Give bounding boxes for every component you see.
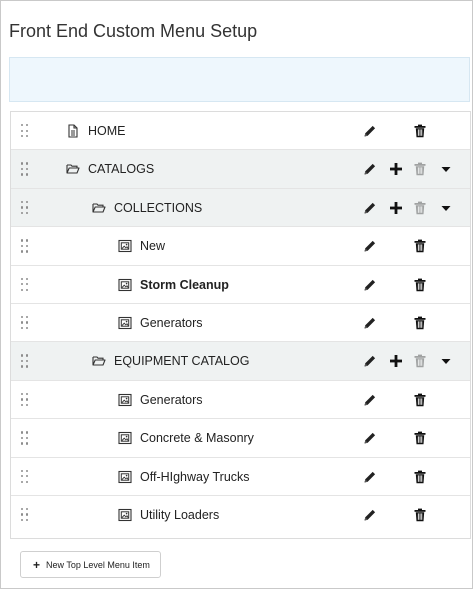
drag-handle-icon[interactable] bbox=[21, 201, 29, 215]
menu-item-label: Generators bbox=[140, 392, 203, 407]
delete-trash-icon[interactable] bbox=[412, 238, 428, 254]
menu-item-label: Generators bbox=[140, 315, 203, 330]
menu-row-catalogs bbox=[11, 150, 470, 188]
delete-trash-icon[interactable] bbox=[412, 430, 428, 446]
menu-row-storm-cleanup bbox=[11, 266, 470, 304]
folder-open-icon bbox=[92, 354, 106, 368]
folder-open-icon bbox=[92, 201, 106, 215]
new-top-level-menu-item-button[interactable] bbox=[20, 551, 161, 578]
edit-pencil-icon[interactable] bbox=[362, 392, 378, 408]
menu-row-equipment-catalog bbox=[11, 342, 470, 380]
menu-item-label: New bbox=[140, 239, 166, 254]
drag-handle-icon[interactable] bbox=[21, 431, 29, 445]
menu-item-label: CATALOGS bbox=[88, 162, 155, 177]
drag-handle-icon[interactable] bbox=[21, 278, 29, 292]
edit-pencil-icon[interactable] bbox=[362, 507, 378, 523]
delete-trash-icon[interactable] bbox=[412, 123, 428, 139]
menu-row-new bbox=[11, 227, 470, 265]
menu-item-label: Utility Loaders bbox=[140, 507, 220, 522]
drag-handle-icon[interactable] bbox=[21, 162, 29, 176]
menu-item-label: COLLECTIONS bbox=[114, 200, 203, 215]
delete-trash-icon[interactable] bbox=[412, 469, 428, 485]
delete-trash-icon[interactable] bbox=[412, 507, 428, 523]
image-frame-icon bbox=[118, 508, 132, 522]
edit-pencil-icon[interactable] bbox=[362, 277, 378, 293]
menu-row-generators bbox=[11, 381, 470, 419]
menu-row-collections bbox=[11, 189, 470, 227]
edit-pencil-icon[interactable] bbox=[362, 161, 378, 177]
info-banner bbox=[9, 57, 470, 102]
image-frame-icon bbox=[118, 278, 132, 292]
delete-trash-icon bbox=[412, 353, 428, 369]
drag-handle-icon[interactable] bbox=[21, 470, 29, 484]
image-frame-icon bbox=[118, 393, 132, 407]
image-frame-icon bbox=[118, 316, 132, 330]
expand-caret-down-icon[interactable] bbox=[438, 161, 454, 177]
menu-row-utility-loaders bbox=[11, 496, 470, 534]
add-child-plus-icon[interactable] bbox=[388, 353, 404, 369]
delete-trash-icon[interactable] bbox=[412, 392, 428, 408]
menu-tree bbox=[10, 111, 471, 539]
menu-item-label: Storm Cleanup bbox=[140, 277, 229, 292]
delete-trash-icon bbox=[412, 200, 428, 216]
drag-handle-icon[interactable] bbox=[21, 354, 29, 368]
edit-pencil-icon[interactable] bbox=[362, 200, 378, 216]
delete-trash-icon[interactable] bbox=[412, 315, 428, 331]
drag-handle-icon[interactable] bbox=[21, 393, 29, 407]
image-frame-icon bbox=[118, 470, 132, 484]
menu-row-concrete-and-masonry bbox=[11, 419, 470, 457]
page-title: Front End Custom Menu Setup bbox=[9, 21, 258, 41]
edit-pencil-icon[interactable] bbox=[362, 123, 378, 139]
add-child-plus-icon[interactable] bbox=[388, 200, 404, 216]
menu-item-label: EQUIPMENT CATALOG bbox=[114, 354, 250, 369]
add-child-plus-icon[interactable] bbox=[388, 161, 404, 177]
menu-item-label: Concrete & Masonry bbox=[140, 431, 254, 446]
edit-pencil-icon[interactable] bbox=[362, 469, 378, 485]
drag-handle-icon[interactable] bbox=[21, 316, 29, 330]
edit-pencil-icon[interactable] bbox=[362, 430, 378, 446]
image-frame-icon bbox=[118, 239, 132, 253]
edit-pencil-icon[interactable] bbox=[362, 353, 378, 369]
expand-caret-down-icon[interactable] bbox=[438, 353, 454, 369]
menu-row-home bbox=[11, 112, 470, 150]
new-top-level-menu-item-label: New Top Level Menu Item bbox=[46, 559, 150, 570]
delete-trash-icon bbox=[412, 161, 428, 177]
menu-row-generators bbox=[11, 304, 470, 342]
document-icon bbox=[66, 124, 80, 138]
menu-item-label: Off-HIghway Trucks bbox=[140, 469, 250, 484]
edit-pencil-icon[interactable] bbox=[362, 315, 378, 331]
edit-pencil-icon[interactable] bbox=[362, 238, 378, 254]
drag-handle-icon[interactable] bbox=[21, 124, 29, 138]
menu-item-label: HOME bbox=[88, 124, 126, 138]
drag-handle-icon[interactable] bbox=[21, 508, 29, 522]
plus-icon: + bbox=[33, 557, 41, 572]
expand-caret-down-icon[interactable] bbox=[438, 200, 454, 216]
delete-trash-icon[interactable] bbox=[412, 277, 428, 293]
folder-open-icon bbox=[66, 162, 80, 176]
menu-row-off-highway-trucks bbox=[11, 458, 470, 496]
image-frame-icon bbox=[118, 431, 132, 445]
drag-handle-icon[interactable] bbox=[21, 239, 29, 253]
